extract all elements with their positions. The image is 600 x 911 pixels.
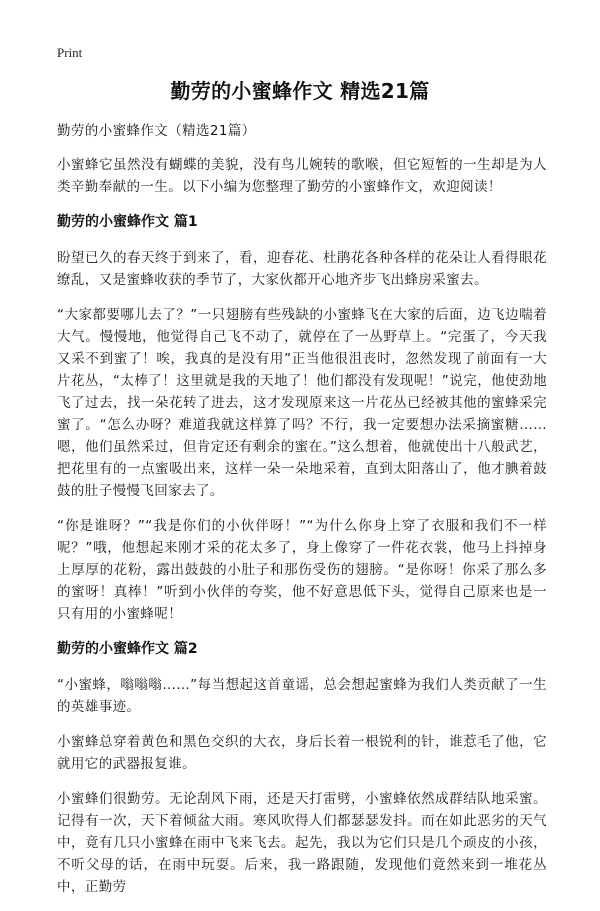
section-2-paragraph: 小蜜蜂总穿着黄色和黑色交织的大衣，身后长着一根锐利的针，谁惹毛了他，它就用它的武器报复谁。 — [57, 734, 547, 772]
print-link[interactable]: Print — [57, 45, 83, 60]
section-1-paragraph: 盼望已久的春天终于到来了，看，迎春花、杜鹃花各种各样的花朵让人看得眼花缭乱，又是蜜蜂收获的季节了，大家伙都开心地齐步飞出蜂房采蜜去。 — [57, 250, 547, 288]
section-heading-1: 勤劳的小蜜蜂作文 篇1 — [57, 214, 198, 230]
page-title: 勤劳的小蜜蜂作文 精选21篇 — [170, 79, 430, 103]
section-1-paragraph: “大家都要哪儿去了？”一只翅膀有些残缺的小蜜蜂飞在大家的后面，边飞边喘着大气。慢慢地，他觉得自己飞不动了，就停在了一丛野草上。“完蛋了，今天我又采不到蜜了！唉，我真的是没有用”正当他很沮丧时，忽然发现了前面有一大片花丛，“太棒了！这里就是我的天地了！他们都没有发现呢！”说完，他使劲地飞了过去，找一朵花转了进去，这才发现原来这一片花丛已经被其他的蜜蜂采完蜜了。“怎么办呀？难道我就这样算了吗？不行，我一定要想办法采摘蜜糖……嗯，他们虽然采过，但肯定还有剩余的蜜在。”这么想着，他就使出十八般武艺，把花里有的一点蜜吸出来，这样一朵一朵地采着，直到太阳落山了，他才腆着鼓鼓的肚子慢慢飞回家去了。 — [57, 307, 547, 499]
section-2-paragraph: 小蜜蜂们很勤劳。无论刮风下雨，还是天打雷劈，小蜜蜂依然成群结队地采蜜。记得有一次，天下着倾盆大雨。寒风吹得人们都瑟瑟发抖。而在如此恶劣的天气中，竟有几只小蜜蜂在雨中飞来飞去。起先，我以为它们只是几个顽皮的小孩，不听父母的话，在雨中玩耍。后来，我一路跟随，发现他们竟然来到一堆花丛中，正勤劳 — [57, 791, 547, 895]
section-2-paragraph: “小蜜蜂，嗡嗡嗡……”每当想起这首童谣，总会想起蜜蜂为我们人类贡献了一生的英雄事迹。 — [57, 677, 547, 715]
article-body — [57, 120, 547, 911]
section-heading-2: 勤劳的小蜜蜂作文 篇2 — [57, 641, 198, 657]
section-1-paragraph: “你是谁呀？”“我是你们的小伙伴呀！”“为什么你身上穿了衣服和我们不一样呢？”哦，他想起来刚才采的花太多了，身上像穿了一件花衣裳，他马上抖掉身上厚厚的花粉，露出鼓鼓的小肚子和那伤受伤的翅膀。“是你呀！你采了那么多的蜜呀！真棒！”听到小伙伴的夸奖，他不好意思低下头，觉得自己原来也是一只有用的小蜜蜂呢！ — [57, 518, 547, 622]
intro-paragraph: 小蜜蜂它虽然没有蝴蝶的美貌，没有鸟儿婉转的歌喉，但它短暂的一生却是为人类辛勤奉献的一生。以下小编为您整理了勤劳的小蜜蜂作文，欢迎阅读！ — [57, 157, 547, 195]
article-subtitle: 勤劳的小蜜蜂作文（精选21篇） — [57, 123, 256, 139]
